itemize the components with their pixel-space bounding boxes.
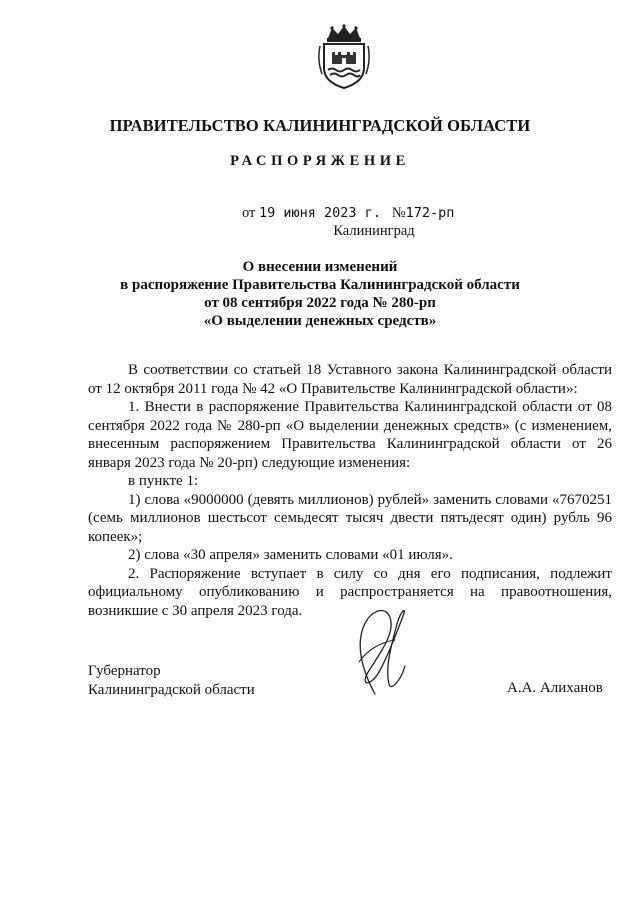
signatory-name: А.А. Алиханов	[507, 680, 603, 696]
title-line: «О выделении денежных средств»	[203, 313, 437, 329]
item-1-subitem-2: 2) слова «30 апреля» заменить словами «01 июля».	[128, 547, 453, 563]
number-prefix: №	[391, 205, 406, 221]
item-1-subitem-1: 1) слова «9000000 (девять миллионов) рублей» заменить словами «7670251 (семь миллионов шестьсот семьдесят тысяч двести пятьдесят один) рубль 96 копеек»;	[88, 491, 612, 545]
date-prefix: от	[242, 205, 256, 221]
organization-title: ПРАВИТЕЛЬСТВО КАЛИНИНГРАДСКОЙ ОБЛАСТИ	[109, 116, 531, 135]
title-line: в распоряжение Правительства Калининградской области	[120, 277, 520, 293]
item-2-paragraph: 2. Распоряжение вступает в силу со дня его подписания, подлежит официальному опубликованию и распространяется на правоотношения, возникшие с 30 апреля 2023 года.	[88, 565, 612, 619]
date-number-line	[242, 205, 454, 222]
document-date: 19 июня 2023 г.	[259, 205, 381, 221]
title-line: О внесении изменений	[242, 259, 398, 275]
handwritten-signature	[345, 602, 415, 697]
intro-paragraph: В соответствии со статьей 18 Уставного закона Калининградской области от 12 октября 2011 года № 42 «О Правительстве Калининградской области»:	[88, 362, 612, 397]
position-line: Губернатор	[88, 663, 161, 679]
signatory-position	[88, 662, 255, 699]
document-body	[88, 361, 612, 620]
coat-of-arms-icon	[316, 24, 372, 90]
document-title	[0, 258, 640, 330]
position-line: Калининградской области	[88, 681, 255, 698]
item-1-paragraph: 1. Внести в распоряжение Правительства Калининградской области от 08 сентября 2022 года № 280-рп «О выделении денежных средств» (с изменением, внесенным распоряжением Правительства Калининградской области от 26 января 2023 года № 20-рп) следующие изменения:	[88, 399, 612, 471]
title-line: от 08 сентября 2022 года № 280-рп	[204, 295, 436, 311]
document-number: 172-рп	[405, 205, 455, 221]
document-type: РАСПОРЯЖЕНИЕ	[230, 153, 410, 169]
city: Калининград	[333, 223, 415, 239]
item-1-point: в пункте 1:	[128, 473, 199, 489]
